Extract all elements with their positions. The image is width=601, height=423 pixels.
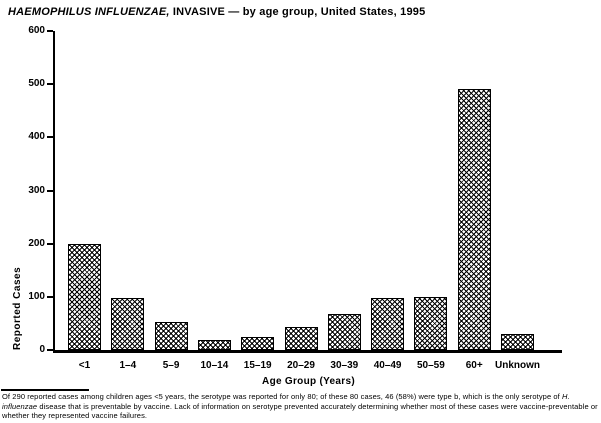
x-tick-label: 10–14 (200, 360, 229, 371)
y-tick (47, 349, 53, 351)
bar-7 (371, 298, 404, 350)
x-tick-label: 50–59 (416, 360, 445, 371)
chart-title-rest-part: INVASIVE — by age group, United States, 1995 (169, 6, 426, 18)
bar-6 (328, 314, 361, 350)
footnote-rule (1, 389, 89, 391)
y-axis-title: Reported Cases (12, 266, 23, 350)
y-tick (47, 30, 53, 32)
x-tick-label: 1–4 (119, 360, 137, 371)
y-tick (47, 190, 53, 192)
x-tick-label: Unknown (495, 360, 540, 371)
footnote-text-after: disease that is preventable by vaccine. Lack of information on serotype prevented accurately determining whether most of these cases were vaccine-preventable or whether they represented vaccine failures. (2, 401, 598, 420)
y-tick-label: 400 (28, 131, 45, 143)
bar-4 (241, 337, 274, 350)
y-tick-label: 0 (39, 344, 45, 355)
bar-1 (111, 298, 144, 350)
y-tick-label: 300 (28, 184, 45, 196)
chart-title (8, 6, 425, 18)
y-tick-label: 500 (28, 78, 45, 90)
bar-9 (458, 89, 491, 350)
footnote-text-before: Of 290 reported cases among children ages <5 years, the serotype was reported for only 80; of these 80 cases, 46 (58%) were type b, which is the only serotype of (2, 392, 563, 401)
x-axis-title: Age Group (Years) (262, 376, 355, 387)
plot-area (28, 25, 562, 387)
y-tick (47, 243, 53, 245)
y-tick-label: 200 (28, 237, 45, 249)
x-tick-label: 40–49 (373, 360, 402, 371)
footnote (2, 392, 599, 421)
chart-title-italic-part: HAEMOPHILUS INFLUENZAE, (8, 6, 170, 18)
y-tick (47, 136, 53, 138)
y-tick (47, 83, 53, 85)
x-tick-label: 5–9 (162, 360, 180, 371)
bar-8 (414, 297, 447, 350)
bar-3 (198, 340, 231, 350)
footnote-species-name: H. influenzae (2, 392, 570, 411)
x-tick-label: 30–39 (330, 360, 359, 371)
x-tick-label: 60+ (465, 360, 483, 371)
bar-0 (68, 244, 101, 350)
bar-5 (285, 327, 318, 350)
x-tick-label: 15–19 (243, 360, 272, 371)
bar-10 (501, 334, 534, 350)
bar-2 (155, 322, 188, 350)
y-tick (47, 296, 53, 298)
x-tick-label: 20–29 (287, 360, 315, 371)
y-tick-label: 100 (28, 290, 45, 302)
x-tick-label: <1 (78, 360, 91, 371)
y-tick-label: 600 (28, 25, 45, 36)
